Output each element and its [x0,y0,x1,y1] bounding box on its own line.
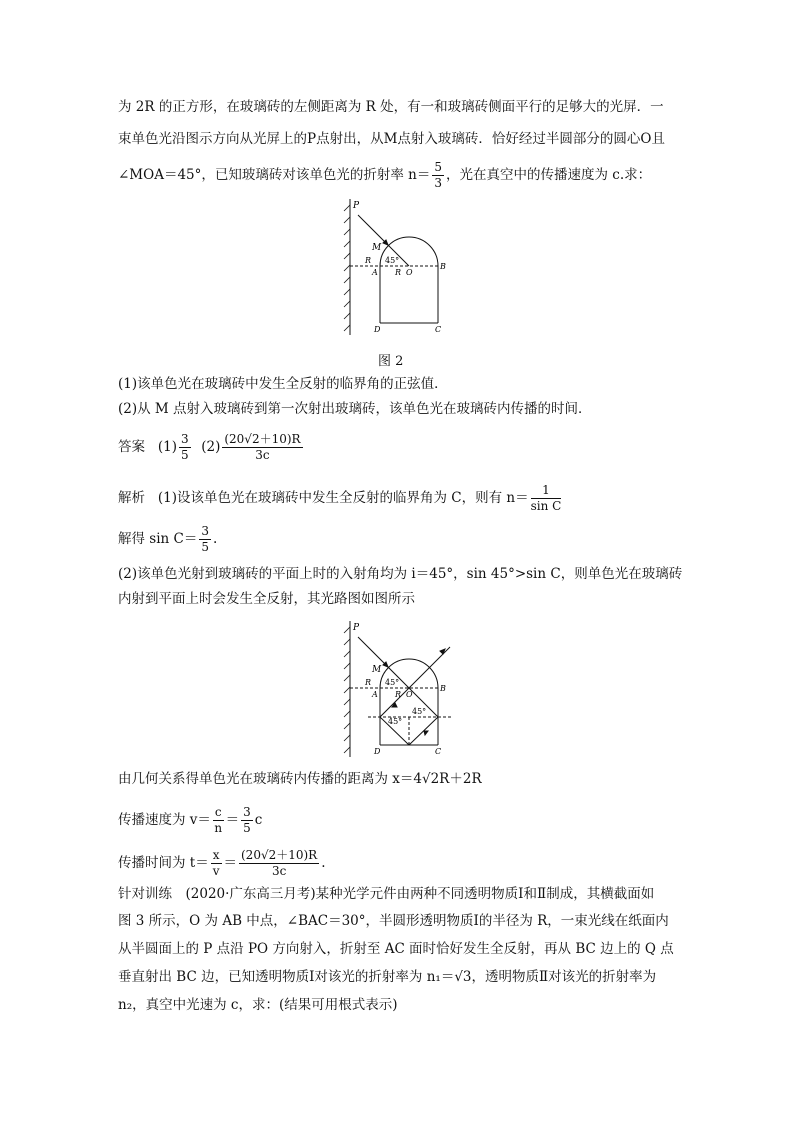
fig3-label-O: O [406,690,413,699]
time-fraction-1: $\frac{x}{v}$ [212,848,220,878]
answer-line: 答案 (1) $\frac{3}{5}$ (2) $\frac{(20√2+10)R}{3c}$ [118,432,301,462]
speed-fraction-1: $\frac{c}{n}$ [214,805,223,835]
fig3-label-R2: R [395,690,402,699]
fig2-label-R2: R [395,268,402,277]
fig3-label-B: B [440,684,446,693]
analysis-fraction-1: $\frac{1}{\text{sin C}}$ [530,483,562,513]
fig3-label-M: M [372,665,382,675]
fig3-label-C: C [435,747,442,756]
fig2-label-R1: R [365,256,372,265]
fig2-label-A: A [372,268,378,277]
fig2-label-O: O [406,268,413,277]
speed-fraction-2: $\frac{3}{5}$ [243,805,251,835]
problem-line-1: 为 2R 的正方形，在玻璃砖的左侧距离为 R 处，有一和玻璃砖侧面平行的足够大的光屏．一 [118,99,664,115]
derive-speed: 传播速度为 v＝ $\frac{c}{n}$ ＝ $\frac{3}{5}$ c [118,805,263,835]
training-line-2: 图 3 所示，O 为 AB 中点，∠BAC＝30°，半圆形透明物质Ⅰ的半径为 R，一束光线在纸面内 [118,913,669,929]
question-1: (1)该单色光在玻璃砖中发生全反射的临界角的正弦值． [118,376,448,392]
fig2-label-B: B [440,262,446,271]
derive-time: 传播时间为 t＝ $\frac{x}{v}$ ＝ $\frac{(20√2+10)R}{3c}$ . [118,848,326,878]
fig3-label-R1: R [365,678,372,687]
fig3-angle-1: 45° [385,678,400,687]
answer-fraction-2: $\frac{(20√2+10)R}{3c}$ [224,432,301,462]
fig3-label-D: D [374,747,381,756]
training-line-5: n₂，真空中光速为 c，求：(结果可用根式表示) [118,997,398,1013]
problem-line-3: ∠MOA＝45°，已知玻璃砖对该单色光的折射率 n＝ $\frac{5}{3}$ ，光在真空中的传播速度为 c.求： [118,160,652,190]
time-fraction-2: $\frac{(20√2+10)R}{3c}$ [241,848,318,878]
figure-2-diagram [340,195,460,340]
fig2-label-P: P [353,201,360,211]
answer-fraction-1: $\frac{3}{5}$ [181,432,189,462]
fig2-label-M: M [372,243,382,253]
fig3-label-P: P [353,623,360,633]
fraction-n: $\frac{5}{3}$ [434,160,443,190]
fig3-angle-2: 45° [412,707,427,716]
figure-2-caption: 图 2 [378,354,404,369]
analysis-fraction-2: $\frac{3}{5}$ [201,524,209,554]
question-2: (2)从 M 点射入玻璃砖到第一次射出玻璃砖，该单色光在玻璃砖内传播的时间． [118,401,592,417]
problem-line-2: 束单色光沿图示方向从光屏上的P点射出，从M点射入玻璃砖．恰好经过半圆部分的圆心O且 [118,131,665,147]
analysis-line-4: 内射到平面上时会发生全反射，其光路图如图所示 [118,591,415,607]
training-line-3: 从半圆面上的 P 点沿 PO 方向射入，折射至 AC 面时恰好发生全反射，再从 BC 边上的 Q 点 [118,941,674,957]
fig3-angle-3: 45° [388,717,403,726]
training-line-1: 针对训练 (2020·广东高三月考)某种光学元件由两种不同透明物质Ⅰ和Ⅱ制成，其横截面如 [118,886,655,902]
fig3-label-A: A [372,690,378,699]
fig2-label-C: C [435,325,442,334]
fig2-label-D: D [374,325,381,334]
derive-distance: 由几何关系得单色光在玻璃砖内传播的距离为 x＝4√2R＋2R [118,771,482,787]
analysis-line-3: (2)该单色光射到玻璃砖的平面上时的入射角均为 i＝45°，sin 45°>sin C，则单色光在玻璃砖 [118,566,683,582]
figure-3-diagram [340,617,465,762]
fig2-angle: 45° [385,256,400,265]
analysis-line-1: 解析 (1)设该单色光在玻璃砖中发生全反射的临界角为 C，则有 n＝ $\frac{1}{\text{sin C}}$ [118,483,562,513]
training-line-4: 垂直射出 BC 边，已知透明物质Ⅰ对该光的折射率为 n₁＝√3，透明物质Ⅱ对该光的折射率为 [118,969,657,985]
analysis-line-2: 解得 sin C＝ $\frac{3}{5}$ . [118,524,218,554]
